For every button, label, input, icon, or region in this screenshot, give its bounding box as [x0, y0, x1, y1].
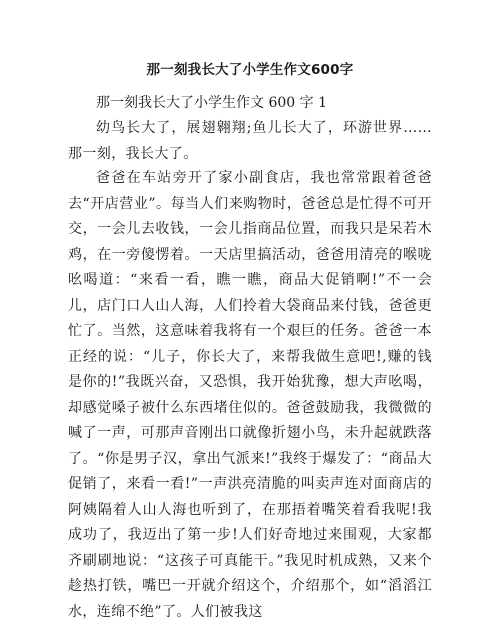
section-subtitle: 那一刻我长大了小学生作文 600 字 1: [96, 95, 327, 111]
paragraph-2: 爸爸在车站旁开了家小副食店，我也常常跟着爸爸去“开店营业”。每当人们来购物时，爸爸总是忙得不可开交，一会儿去收钱，一会儿指商品位置，而我只是呆若木鸡，在一旁傻愣着。一天店里搞活动，爸爸用清亮的喉咙吆喝道：“来看一看，瞧一瞧，商品大促销啊!”不一会儿，店门口人山人海，人们拎着大袋商品来付钱，爸爸更忙了。当然，这意味着我将有一个艰巨的任务。爸爸一本正经的说：“儿子，你长大了，来帮我做生意吧!,赚的钱是你的!”我既兴奋，又恐惧，我开始犹豫，想大声吆喝，却感觉嗓子被什么东西堵住似的。爸爸鼓励我，我微微的喊了一声，可那声音刚出口就像折翅小鸟，未升起就跌落了。“你是男子汉，拿出气派来!”我终于爆发了：“商品大促销了，来看一看!”一声洪亮清脆的叫卖声连对面商店的阿姨隔着人山人海也听到了，在那捂着嘴笑着看我呢!我成功了，我迈出了第一步!人们好奇地过来围观，大家都齐刷刷地说：“这孩子可真能干。”我见时机成熟，又来个趁热打铁，嘴巴一开就介绍这个，介绍那个，如“滔滔江水，连绵不绝”了。人们被我这: [68, 170, 432, 620]
page-title: 那一刻我长大了小学生作文600字: [146, 62, 354, 78]
paragraph-1: 幼鸟长大了，展翅翱翔;鱼儿长大了，环游世界……那一刻，我长大了。: [68, 120, 432, 162]
